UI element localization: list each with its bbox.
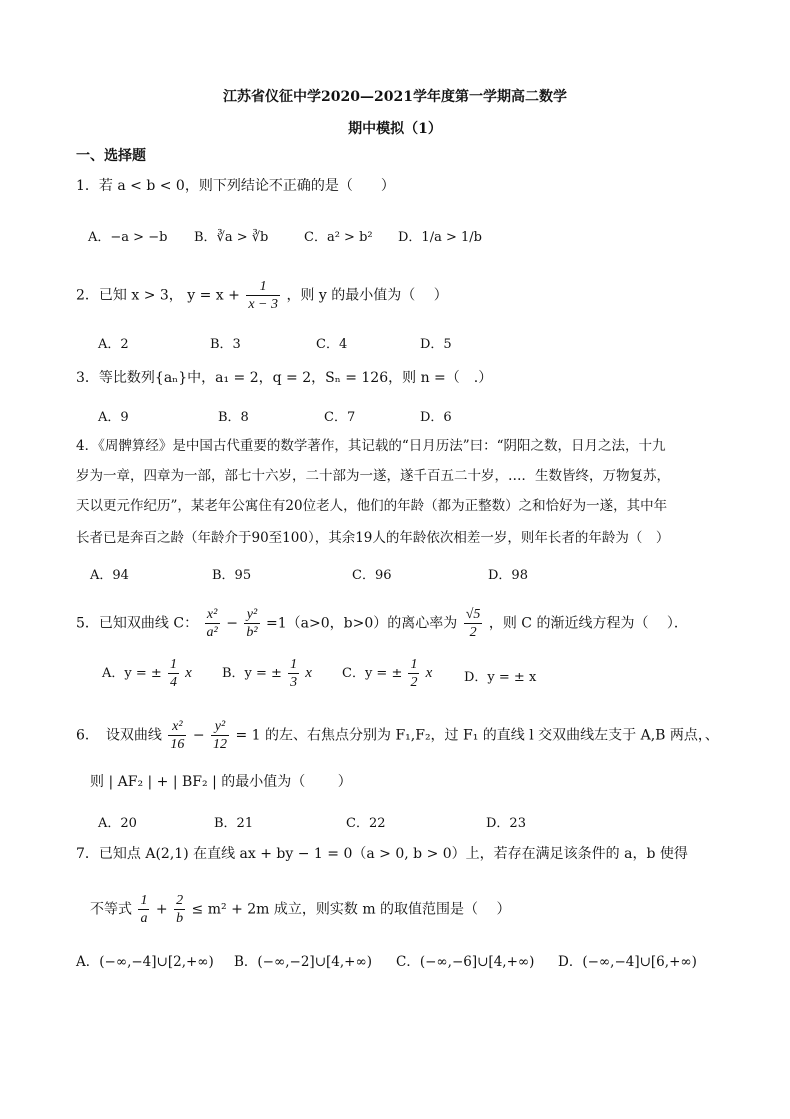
q2-fraction-num: 1 — [246, 278, 280, 296]
q7-fraction-1-den: a — [140, 911, 148, 926]
q4-option-c: C．96 — [352, 568, 392, 583]
q6-line-2: 则 | AF₂ | + | BF₂ | 的最小值为（ ） — [90, 774, 352, 790]
q5-eq-rest: =1（a>0，b>0）的离心率为 — [266, 615, 458, 632]
q3-option-c: C．7 — [324, 410, 356, 425]
q6-fraction-y — [211, 718, 229, 753]
q5-eccentricity-num: √5 — [465, 607, 481, 622]
q2-option-d: D．5 — [420, 337, 452, 352]
q5-option-c-den: 2 — [410, 675, 418, 690]
q5-option-a-prefix: A．y = ± — [102, 666, 162, 681]
q5-option-b-den: 3 — [290, 675, 298, 690]
q2-fraction — [246, 278, 280, 313]
q5-option-a — [102, 656, 192, 691]
q5-option-c — [342, 656, 432, 691]
q2-option-c: C．4 — [316, 337, 348, 352]
q5-minus: − — [226, 615, 238, 632]
q7-fraction-2-den: b — [176, 911, 184, 926]
q7-line-2-prefix: 不等式 — [90, 901, 132, 918]
q5-option-b-frac — [288, 656, 299, 691]
q4-option-a: A．94 — [90, 568, 129, 583]
exam-title: 江苏省仪征中学2020—2021学年度第一学期高二数学 — [223, 89, 567, 105]
q7-line-2 — [90, 892, 511, 927]
q6-option-d: D．23 — [486, 816, 526, 831]
q2-stem-prefix: 2．已知 x > 3， y = x + — [76, 287, 240, 304]
q4-option-b: B．95 — [212, 568, 252, 583]
q5-option-b-num: 1 — [290, 657, 298, 672]
q7-option-c: C．(−∞,−6]∪[4,+∞) — [396, 954, 535, 970]
q7-option-a: A．(−∞,−4]∪[2,+∞) — [76, 954, 214, 970]
q5-fraction-y-num: y² — [244, 606, 259, 624]
q7-option-d: D．(−∞,−4]∪[6,+∞) — [558, 954, 697, 970]
q6-stem-suffix: = 1 的左、右焦点分别为 F₁,F₂，过 F₁ 的直线 l 交双曲线左支于 A,B 两点，、 — [235, 727, 719, 744]
q6-stem-prefix: 6． 设双曲线 — [76, 727, 162, 744]
q5-option-d: D．y = ± x — [464, 670, 537, 685]
q2-stem-suffix: ，则 y 的最小值为（ ） — [286, 287, 448, 304]
q6-stem — [76, 718, 719, 753]
q5-fraction-x-den: a² — [206, 625, 218, 640]
q6-fraction-x — [168, 718, 186, 753]
q6-option-b: B．21 — [214, 816, 254, 831]
q1-option-d: D．1/a > 1/b — [398, 230, 482, 245]
exam-subtitle: 期中模拟（1） — [348, 121, 442, 137]
q5-option-c-frac — [408, 656, 419, 691]
q5-option-a-x: x — [185, 665, 192, 681]
q1-option-c: C．a² > b² — [304, 230, 373, 245]
q5-stem-suffix: ，则 C 的渐近线方程为（ ）． — [488, 615, 688, 632]
q5-option-b-prefix: B．y = ± — [222, 666, 282, 681]
q7-fraction-1-num: 1 — [140, 893, 148, 908]
q6-fraction-x-den: 16 — [170, 737, 185, 752]
q7-fraction-2-num: 2 — [176, 893, 184, 908]
q5-fraction-y-den: b² — [246, 625, 258, 640]
q4-line-2: 岁为一章，四章为一部，部七十六岁，二十部为一遂，遂千百五二十岁，…．生数皆终，万物复苏， — [76, 468, 670, 484]
q3-option-a: A．9 — [98, 410, 129, 425]
q7-stem: 7．已知点 A(2,1) 在直线 ax + by − 1 = 0（a > 0, b > 0）上，若存在满足该条件的 a，b 使得 — [76, 846, 688, 862]
q7-fraction-1 — [138, 892, 149, 927]
q7-line-2-suffix: ≤ m² + 2m 成立，则实数 m 的取值范围是（ ） — [191, 901, 511, 918]
q4-line-1: 4．《周髀算经》是中国古代重要的数学著作，其记载的“日月历法”曰：“阴阳之数，日月之法，十九 — [76, 438, 666, 454]
q4-line-3: 天以更元作纪历”，某老年公寓住有20位老人，他们的年龄（都为正整数）之和恰好为一遂，其中年 — [76, 498, 668, 514]
q5-option-c-num: 1 — [410, 657, 418, 672]
q5-stem — [76, 606, 688, 641]
q5-option-c-prefix: C．y = ± — [342, 666, 403, 681]
q5-eccentricity-den: 2 — [469, 625, 477, 640]
q1-stem: 1．若 a < b < 0，则下列结论不正确的是（ ） — [76, 178, 395, 194]
section-heading: 一、选择题 — [76, 148, 146, 164]
q4-line-4: 长者已是奔百之龄（年龄介于90至100），其余19人的年龄依次相差一岁，则年长者的年龄为（ ） — [76, 530, 670, 546]
q2-fraction-den: x − 3 — [248, 297, 278, 312]
q5-option-a-frac — [168, 656, 179, 691]
q5-fraction-y — [244, 606, 259, 641]
q6-minus: − — [192, 727, 205, 744]
q4-option-d: D．98 — [488, 568, 528, 583]
q6-fraction-x-num: x² — [168, 718, 186, 736]
q5-eccentricity — [464, 606, 483, 641]
q7-fraction-2 — [174, 892, 185, 927]
q5-fraction-x-num: x² — [205, 606, 220, 624]
q5-option-b — [222, 656, 312, 691]
q6-option-c: C．22 — [346, 816, 386, 831]
q7-option-b: B．(−∞,−2]∪[4,+∞) — [234, 954, 372, 970]
q3-option-b: B．8 — [218, 410, 249, 425]
q3-option-d: D．6 — [420, 410, 452, 425]
q5-stem-prefix: 5．已知双曲线 C： — [76, 615, 199, 632]
q3-stem: 3．等比数列{aₙ}中，a₁ = 2，q = 2，Sₙ = 126，则 n =（ .） — [76, 370, 493, 386]
q5-option-b-x: x — [305, 665, 312, 681]
q6-option-a: A．20 — [98, 816, 137, 831]
q6-fraction-y-den: 12 — [213, 737, 228, 752]
q5-option-a-den: 4 — [169, 675, 177, 690]
q6-fraction-y-num: y² — [211, 718, 229, 736]
q2-stem — [76, 278, 448, 313]
q5-fraction-x — [205, 606, 220, 641]
q1-option-a: A．−a > −b — [88, 230, 168, 245]
q2-option-a: A．2 — [98, 337, 129, 352]
q7-plus: + — [155, 901, 168, 918]
q2-option-b: B．3 — [210, 337, 241, 352]
q5-option-c-x: x — [425, 665, 433, 681]
q5-option-a-num: 1 — [169, 657, 177, 672]
q1-option-b: B．∛a > ∛b — [194, 230, 269, 245]
